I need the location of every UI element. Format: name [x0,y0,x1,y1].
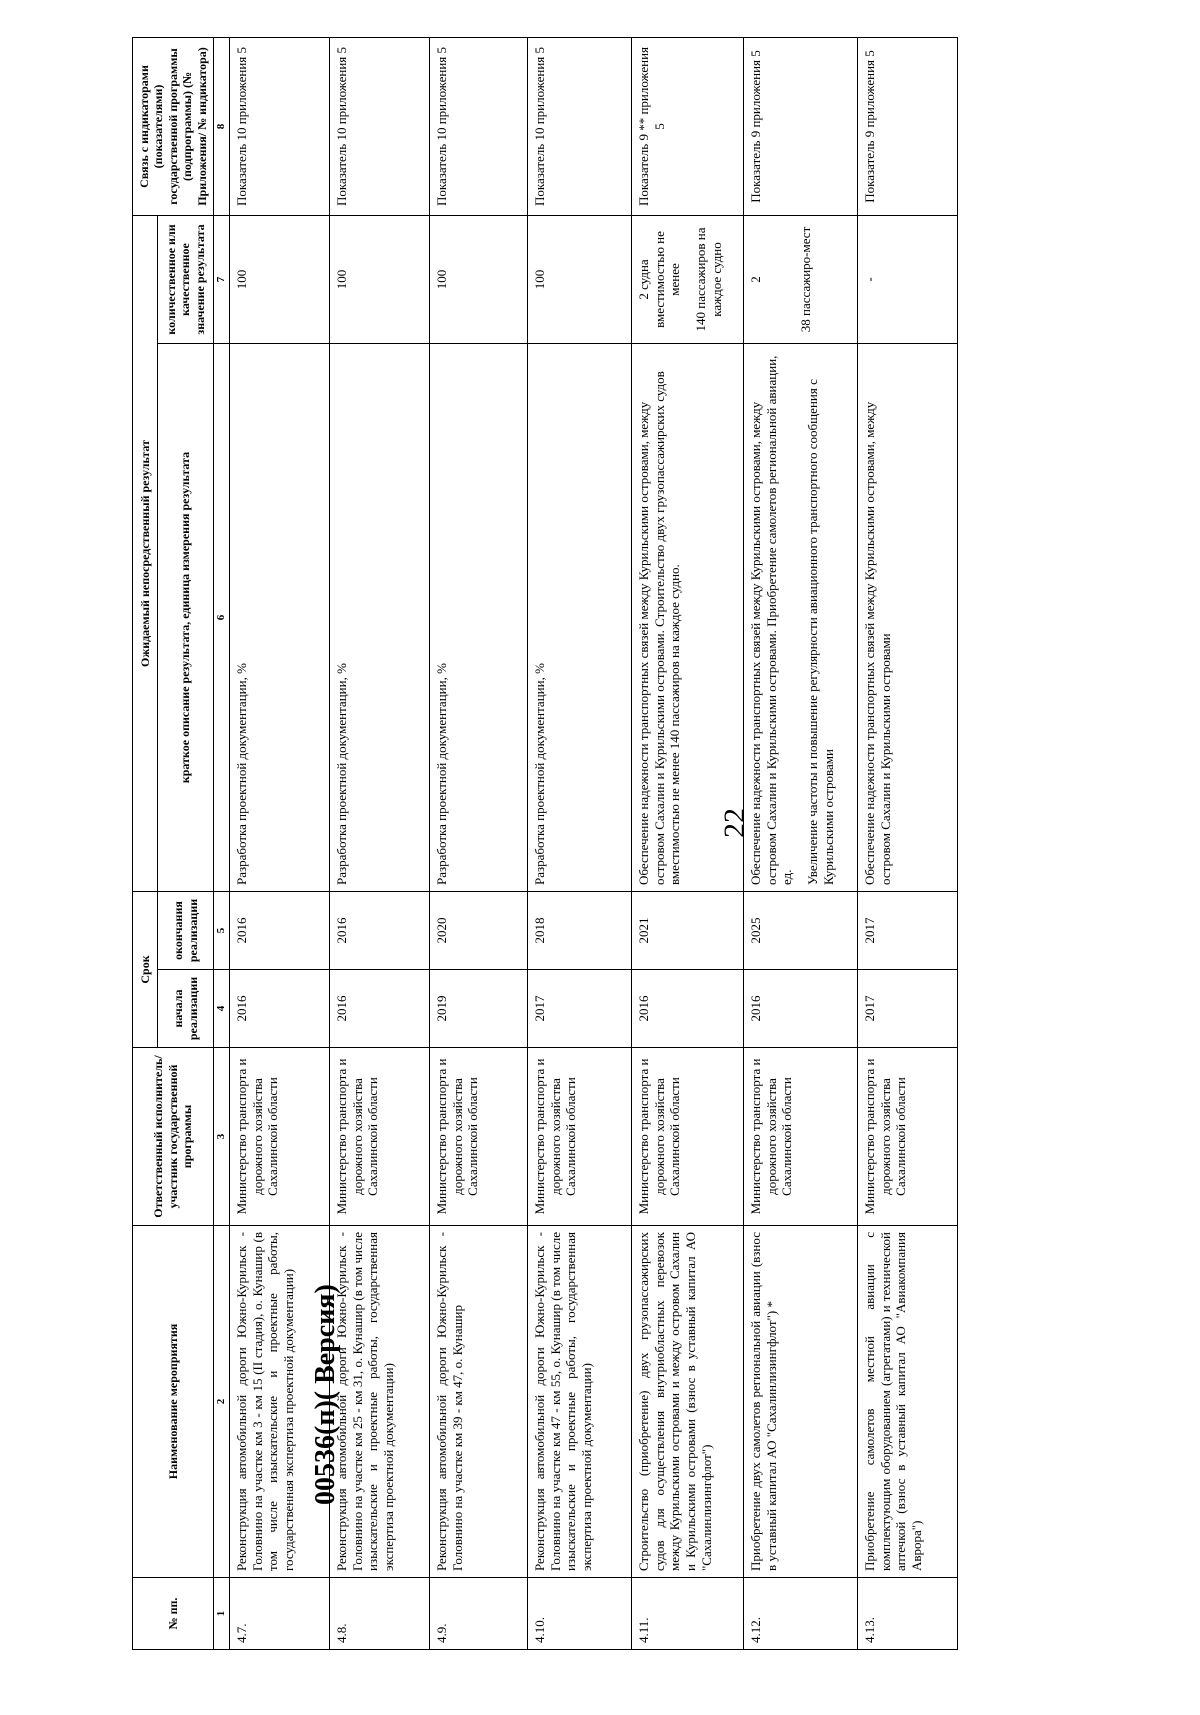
measure-name: Реконструкция автомобильной дороги Южно-Курильск - Головнино на участке км 39 - км 47, о. Кунашир [430,1226,528,1578]
result-description: Разработка проектной документации, % [330,343,430,891]
executor-line: Министерство транспорта и дорожного хозяйства [532,1058,563,1215]
end-year: 2025 [744,891,858,969]
indicator-link: Показатель 10 приложения 5 [528,37,632,215]
table-row [528,37,632,1649]
column-number: 1 [213,1578,229,1650]
row-num: 4.9. [430,1578,528,1650]
result-value: - [858,215,958,343]
executor-line: Сахалинской области [667,1077,683,1196]
header-result: Ожидаемый непосредственный результат [133,215,158,891]
executor: Министерство транспорта и дорожного хозяйства Сахалинской области [858,1048,958,1226]
executor [744,1048,858,1226]
column-number: 8 [213,37,229,215]
table-row [858,37,958,1649]
result-value: 100 [230,215,330,343]
indicator-link: Показатель 10 приложения 5 [430,37,528,215]
executor-line: Сахалинской области [465,1077,481,1196]
start-year: 2016 [230,970,330,1048]
executor [430,1048,528,1226]
table-row [430,37,528,1649]
column-number: 2 [213,1226,229,1578]
result-value-line: 2 [748,276,764,283]
executor-line: Сахалинской области [365,1077,381,1196]
header-indicator-link: Связь с индикаторами (показателями) государственной программы (подпрограммы) (№ Приложения/ № индикатора) [133,37,214,215]
start-year: 2019 [430,970,528,1048]
executor [528,1048,632,1226]
start-year: 2017 [528,970,632,1048]
result-description: Обеспечение надежности транспортных связей между Курильскими островами, между островом Сахалин и Курильскими островами. Строительство двух грузопассажирских судов вместимостью не менее 140 пассажиров на каждое судно. [632,343,744,891]
result-value: 100 [528,215,632,343]
executor-line: Сахалинской области [779,1077,795,1196]
executor-line: Министерство транспорта и дорожного хозяйства [234,1058,265,1215]
column-number: 6 [213,343,229,891]
indicator-link: Показатель 10 приложения 5 [230,37,330,215]
result-value [632,215,744,343]
row-num: 4.12. [744,1578,858,1650]
measure-name: Строительство (приобретение) двух грузопассажирских судов для осуществления внутриобластных перевозок между Курильскими островами и между островом Сахалин и Курильскими островами (взнос в уставный капитал АО "Сахалинлизингфлот") [632,1226,744,1578]
result-description-part: Обеспечение надежности транспортных связей между Курильскими островами, между островом Сахалин и Курильскими островами. Приобретение самолетов региональной авиации, ед. [748,355,795,885]
column-number: 3 [213,1048,229,1226]
end-year: 2017 [858,891,958,969]
header-start: начала реализации [158,970,214,1048]
header-srok: Срок [133,891,158,1047]
end-year: 2018 [528,891,632,969]
result-description: Разработка проектной документации, % [528,343,632,891]
indicator-link: Показатель 10 приложения 5 [330,37,430,215]
column-number: 7 [213,215,229,343]
executor [230,1048,330,1226]
executor-line: Сахалинской области [563,1077,579,1196]
result-value-line: 2 судна вместимостью не менее [636,231,683,328]
result-description-part: Увеличение частоты и повышение регулярности авиационного транспортного сообщения с Курильскими островами [804,379,836,885]
indicator-link: Показатель 9 ** приложения 5 [632,37,744,215]
executor-line: Министерство транспорта и дорожного хозяйства [434,1058,465,1215]
end-year: 2016 [230,891,330,969]
result-description [744,343,858,891]
executor [632,1048,744,1226]
measure-name: Реконструкция автомобильной дороги Южно-Курильск - Головнино на участке км 25 - км 31, о. Кунашир (в том числе изыскательские и проектные работы, государственная экспертиза проектной документации) [330,1226,430,1578]
result-value: 100 [330,215,430,343]
column-number: 4 [213,970,229,1048]
result-description: Разработка проектной документации, % [430,343,528,891]
table-row [744,37,858,1649]
indicator-link: Показатель 9 приложения 5 [858,37,958,215]
column-number-row [213,37,229,1649]
table-row [330,37,430,1649]
end-year: 2016 [330,891,430,969]
result-value-line: 38 пассажиро-мест [797,226,813,333]
executor-line: Министерство транспорта и дорожного хозяйства [334,1058,365,1215]
header-num: № пп. [133,1578,214,1650]
header-value: количественное или качественное значение результата [158,215,214,343]
row-num: 4.11. [632,1578,744,1650]
header-executor: Ответственный исполнитель/участник государственной программы [133,1048,214,1226]
result-value-line: 140 пассажиров на каждое судно [692,227,724,332]
header-description: краткое описание результата, единица измерения результата [158,343,214,891]
row-num: 4.13. [858,1578,958,1650]
result-description: Обеспечение надежности транспортных связей между Курильскими островами, между островом Сахалин и Курильскими островами [858,343,958,891]
end-year: 2021 [632,891,744,969]
start-year: 2017 [858,970,958,1048]
program-measures-table [132,37,958,1650]
row-num: 4.10. [528,1578,632,1650]
column-number: 5 [213,891,229,969]
document-footer: 00536(п)( Версия) [310,1284,341,1505]
table-row [632,37,744,1649]
measure-name: Приобретение самолетов местной авиации с комплектующим оборудованием (агрегатами) и технической аптечкой (взнос в уставный капитал АО "Авиакомпания Аврора") [858,1226,958,1578]
start-year: 2016 [744,970,858,1048]
measure-name: Приобретение двух самолетов региональной авиации (взнос в уставный капитал АО "Сахалинлизингфлот") * [744,1226,858,1578]
start-year: 2016 [632,970,744,1048]
header-row [133,37,158,1649]
header-end: окончания реализации [158,891,214,969]
result-value [744,215,858,343]
page-number: 22 [718,808,751,838]
row-num: 4.8. [330,1578,430,1650]
end-year: 2020 [430,891,528,969]
executor-line: Министерство транспорта и дорожного хозяйства [748,1058,779,1215]
executor-line: Министерство транспорта и дорожного хозяйства [636,1058,667,1215]
row-num: 4.7. [230,1578,330,1650]
measure-name: Реконструкция автомобильной дороги Южно-Курильск - Головнино на участке км 47 - км 55, о. Кунашир (в том числе изыскательские и проектные работы, государственная экспертиза проектной документации) [528,1226,632,1578]
result-description: Разработка проектной документации, % [230,343,330,891]
indicator-link: Показатель 9 приложения 5 [744,37,858,215]
start-year: 2016 [330,970,430,1048]
rotated-table-area [132,38,1082,1650]
header-name: Наименование мероприятия [133,1226,214,1578]
measure-name: Реконструкция автомобильной дороги Южно-Курильск - Головнино на участке км 3 - км 15 (II стадия), о. Кунашир (в том числе изыскательские и проектные работы, государственная экспертиза проектной документации) [230,1226,330,1578]
executor-line: Сахалинской области [265,1077,281,1196]
executor [330,1048,430,1226]
result-value: 100 [430,215,528,343]
